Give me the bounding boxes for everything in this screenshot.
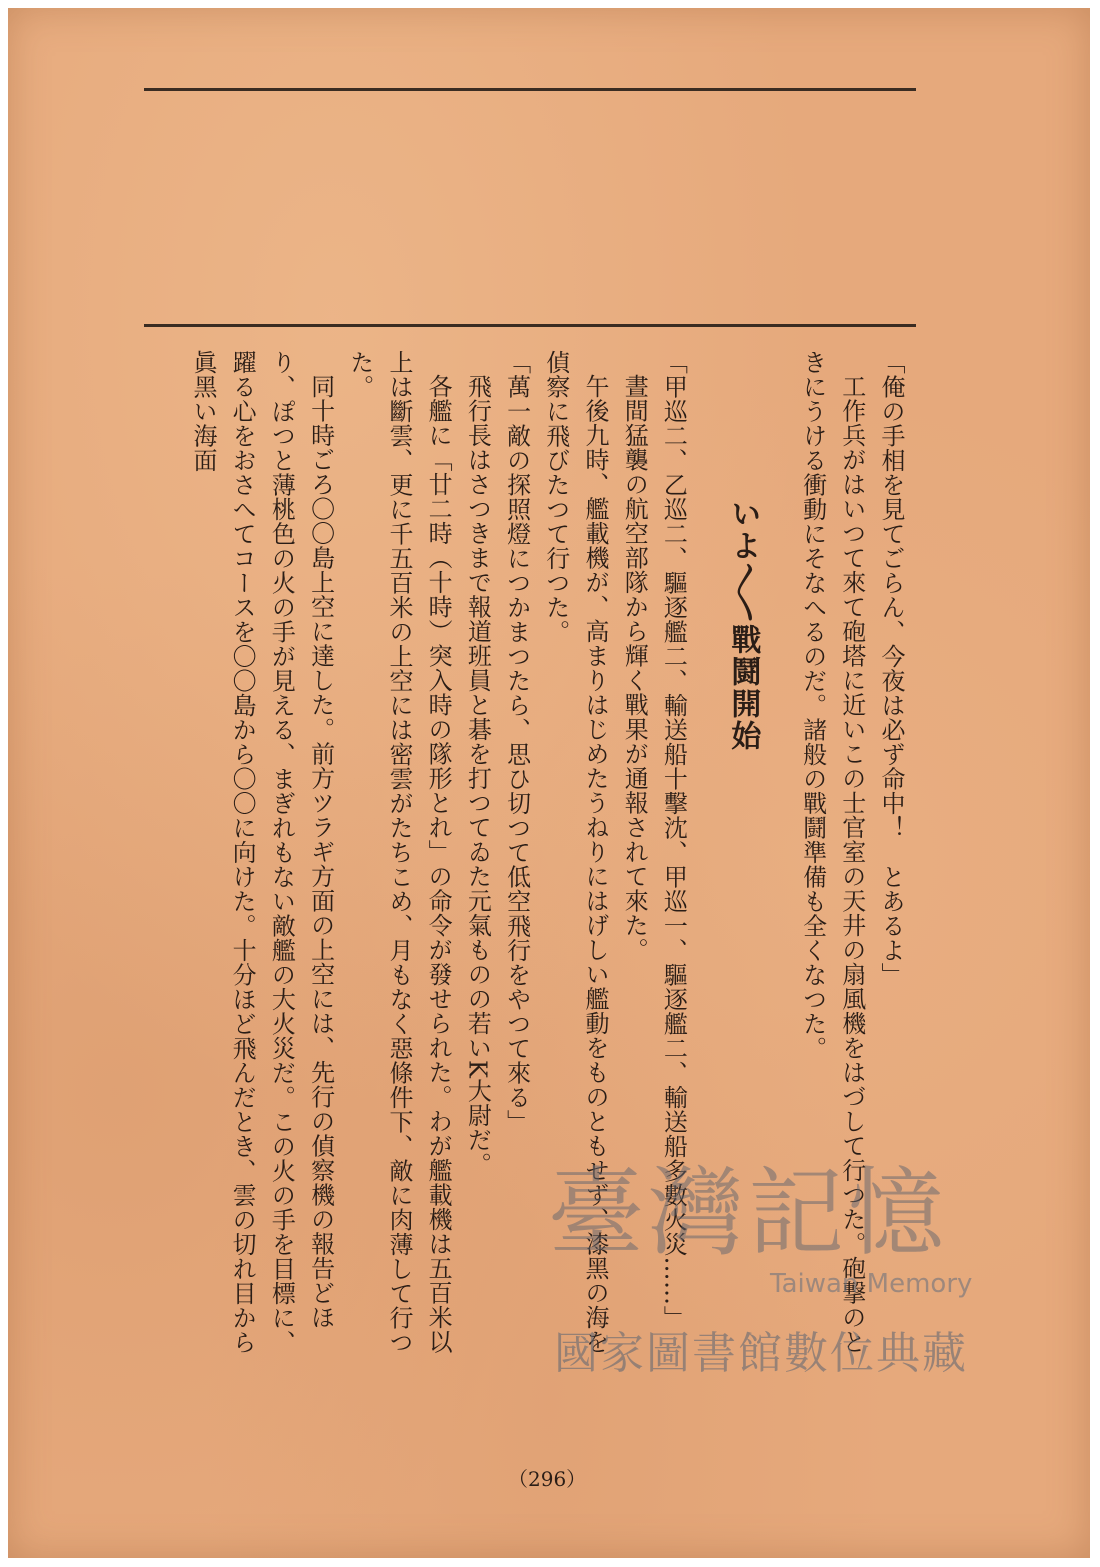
paragraph-7: 飛行長はさつきまで報道班員と碁を打つてゐた元氣ものの若いK大尉だ。 <box>463 374 492 1177</box>
paragraph-8: 各艦に「廿二時（十時）突入時の隊形とれ」の命令が發せられた。わが艦載機は五百米以上は斷雲、更に千五百米の上空には密雲がたちこめ、月もなく惡條件下、敵に肉薄して行つた。 <box>345 350 453 1355</box>
top-rule <box>144 88 916 91</box>
paragraph-1: 「俺の手相を見てごらん、今夜は必ず命中！ とあるよ」 <box>877 350 905 987</box>
page-number: （296） <box>508 1467 587 1491</box>
paragraph-4: 晝間猛襲の航空部隊から輝く戰果が通報されて來た。 <box>620 374 649 962</box>
paragraph-9: 同十時ごろ〇〇島上空に達した。前方ツラギ方面の上空には、先行の偵察機の報告どほり、ぽつと薄桃色の火の手が見える、まぎれもない敵艦の大火災だ。この火の手を目標に、躍る心をおさへてコースを〇〇島から〇〇に向けた。十分ほど飛んだとき、雲の切れ目から眞黑い海面 <box>188 350 335 1355</box>
paragraph-2: 工作兵がはいつて來て砲塔に近いこの士官室の天井の扇風機をはづして行つた。砲撃のときにうける衝動にそなへるのだ。諸般の戰鬪準備も全くなつた。 <box>798 350 866 1354</box>
watermark-english-text: Taiwan Memory <box>770 1269 973 1299</box>
watermark-logo: 臺灣記憶 <box>548 1157 948 1269</box>
paragraph-6: 「萬一敵の探照燈につかまつたら、思ひ切つて低空飛行をやつて來る」 <box>502 350 531 1134</box>
book-page <box>8 8 1090 1558</box>
watermark-chinese-text: 國家圖書館數位典藏 <box>554 1328 968 1379</box>
vertical-text-block <box>150 350 910 1360</box>
paragraph-3: 「甲巡二、乙巡二、驅逐艦二、輸送船十擊沈、甲巡一、驅逐艦二、輸送船多數火災……」 <box>659 350 688 1330</box>
paragraph-5: 午後九時、艦載機が、高まりはじめたうねりにはげしい艦動をものともせず、漆黑の海を偵察に飛びたつて行つた。 <box>541 350 609 1354</box>
section-heading: いよ〳〵戰鬪開始 <box>725 498 761 752</box>
text-area-rule <box>144 324 916 327</box>
